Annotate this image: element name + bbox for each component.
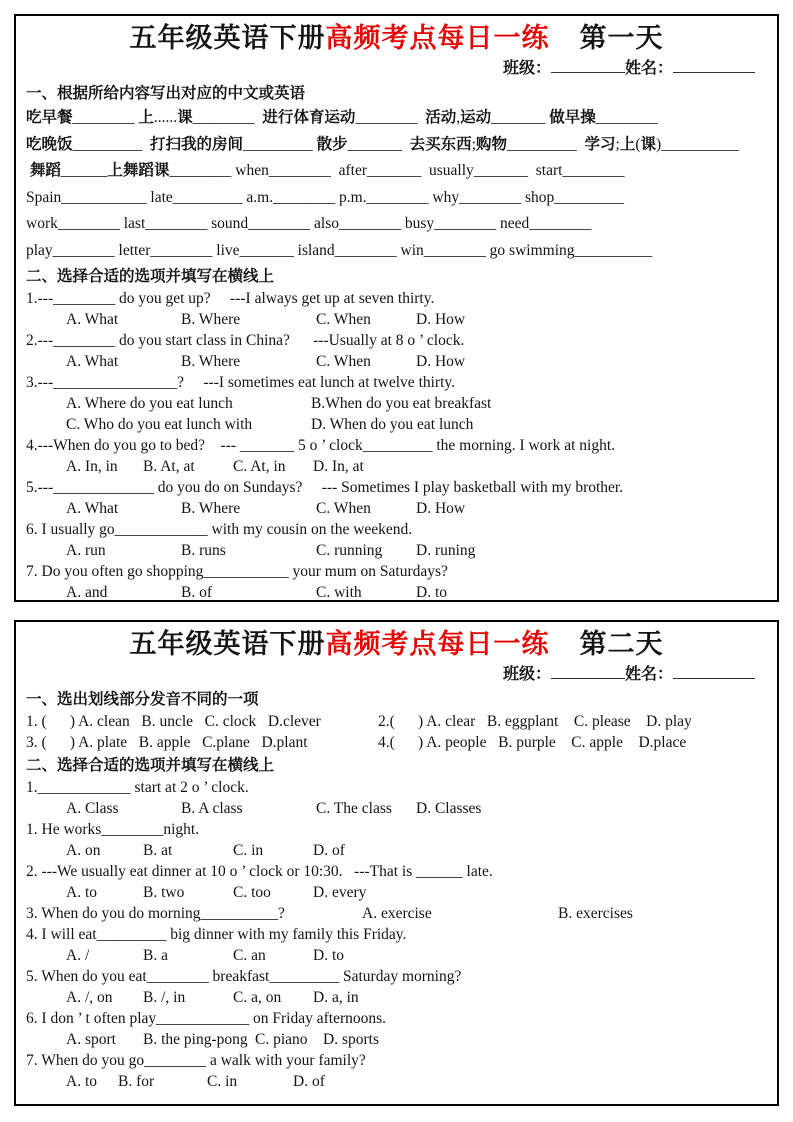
options-row: [26, 414, 767, 435]
options-row: [26, 309, 767, 330]
cjk-text: 舞蹈: [29, 162, 61, 179]
option-cell: D. of: [293, 1073, 325, 1090]
cjk-text: 一、选出划线部分发音不同的一项: [26, 691, 259, 708]
option-cell: A. run: [66, 542, 106, 559]
question-stem: 4.---When do you go to bed? --- _______ 5 o ’ clock_________ the morning. I work at night.: [26, 437, 616, 454]
option-cell: C. The class: [316, 800, 392, 817]
option-cell: A. Class: [66, 800, 119, 817]
option-cell: B. /, in: [143, 989, 186, 1006]
section-heading: [26, 754, 767, 777]
option-cell: A. to: [66, 884, 97, 901]
title-day: 第一天: [579, 23, 664, 53]
option-cell: 3. ( ) A. plate B. apple C.plane D.plant: [26, 734, 308, 751]
class-label: 班级：: [502, 60, 551, 77]
option-cell: 2.( ) A. clear B. eggplant C. please D. play: [378, 713, 692, 730]
option-cell: C. When: [316, 311, 371, 328]
option-cell: C. When: [316, 500, 371, 517]
question-stem: 6. I don ’ t often play____________ on Friday afternoons.: [26, 1010, 387, 1027]
option-cell: D. In, at: [313, 458, 364, 475]
vocab-line: play________ letter________ live_______ island________ win________ go swimming__________: [26, 241, 652, 259]
option-cell: D. When do you eat lunch: [311, 416, 474, 433]
option-cell: A. What: [66, 353, 119, 370]
option-cell: D. How: [416, 311, 466, 328]
option-cell: B. Where: [181, 353, 241, 370]
option-cell: B. of: [181, 584, 212, 601]
option-cell: 1. ( ) A. clean B. uncle C. clock D.clever: [26, 713, 321, 730]
vocab-line: work________ last________ sound________ also________ busy________ need________: [26, 215, 592, 232]
question-stem: 2. ---We usually eat dinner at 10 o ’ clock or 10:30. ---That is ______ late.: [26, 863, 493, 880]
option-cell: D. every: [313, 884, 367, 901]
option-cell: 4.( ) A. people B. purple C. apple D.place: [378, 734, 687, 751]
options-row: [26, 711, 767, 732]
options-row: [26, 840, 767, 861]
options-row: [26, 456, 767, 477]
option-cell: B. exercises: [558, 905, 633, 922]
question-stem: 5. When do you eat________ breakfast_________ Saturday morning?: [26, 968, 462, 985]
question-stem: 7. Do you often go shopping___________ your mum on Saturdays?: [26, 563, 448, 580]
option-cell: A. What: [66, 311, 119, 328]
option-cell: A. What: [66, 500, 119, 517]
options-row: [26, 351, 767, 372]
option-cell: B. Where: [181, 500, 241, 517]
cjk-text: 去买东西: [409, 135, 472, 153]
title-highlight: 高频考点每日一练: [325, 629, 550, 659]
options-row: [26, 393, 767, 414]
question-stem: 7. When do you go________ a walk with your family?: [26, 1052, 366, 1069]
option-cell: A. /, on: [66, 989, 113, 1006]
name-label: 姓名：: [624, 60, 673, 77]
option-cell: B.When do you eat breakfast: [311, 395, 492, 412]
option-cell: A. to: [66, 1073, 97, 1090]
cjk-text: 上舞蹈课: [107, 162, 170, 179]
class-blank-line: [551, 58, 625, 73]
options-row: [26, 732, 767, 753]
day1-title: [26, 20, 767, 56]
title-course: 五年级英语下册: [129, 629, 326, 659]
option-cell: C. Who do you eat lunch with: [66, 416, 253, 433]
day2-title: [26, 626, 767, 662]
option-cell: A. and: [66, 584, 108, 601]
option-cell: C. an: [233, 947, 266, 964]
title-day: 第二天: [579, 629, 664, 659]
class-blank-line: [551, 664, 625, 679]
option-cell: B. two: [143, 884, 185, 901]
option-cell: B. runs: [181, 542, 226, 559]
cjk-text: 做早操: [549, 109, 596, 126]
options-row: [26, 498, 767, 519]
options-row: [26, 582, 767, 602]
day2-class-name-row: [26, 663, 767, 687]
option-cell: C. When: [316, 353, 371, 370]
options-row: [26, 798, 767, 819]
option-cell: B. At, at: [143, 458, 195, 475]
name-label: 姓名：: [624, 666, 673, 683]
cjk-text: 运动: [460, 109, 492, 126]
question-stem: 5.---_____________ do you do on Sundays? --- Sometimes I play basketball with my brother.: [26, 479, 624, 496]
day2-body: [26, 688, 767, 1092]
option-cell: D. a, in: [313, 989, 359, 1006]
cjk-text: 课: [177, 109, 193, 126]
cjk-text: 散步: [316, 135, 348, 153]
day2-worksheet-box: [14, 620, 779, 1106]
cjk-text: 进行体育运动: [262, 109, 356, 126]
name-blank-line: [673, 664, 755, 679]
cjk-text: 打扫我的房间: [150, 135, 244, 153]
question-stem: 6. I usually go____________ with my cousin on the weekend.: [26, 521, 413, 538]
title-highlight: 高频考点每日一练: [325, 23, 550, 53]
cjk-text: 活动: [425, 109, 457, 126]
option-cell: D. to: [313, 947, 344, 964]
options-row: [26, 945, 767, 966]
cjk-text: 二、选择合适的选项并填写在横线上: [26, 757, 275, 774]
option-cell: D. sports: [323, 1031, 379, 1048]
option-cell: C. a, on: [233, 989, 282, 1006]
question-stem: 4. I will eat_________ big dinner with my family this Friday.: [26, 926, 407, 943]
option-cell: C. piano: [255, 1031, 308, 1048]
class-label: 班级：: [502, 666, 551, 683]
options-row: [26, 540, 767, 561]
option-cell: D. How: [416, 353, 466, 370]
option-cell: C. in: [233, 842, 264, 859]
cjk-text: 购物: [476, 135, 508, 153]
option-cell: B. for: [118, 1073, 155, 1090]
cjk-text: 吃早餐: [26, 109, 73, 126]
options-row: [26, 903, 767, 924]
cjk-text: 一、根据所给内容写出对应的中文或英语: [26, 85, 306, 102]
vocab-line: 吃早餐________ 上......课________ 进行体育运动________ 活动,运动_______ 做早操________: [26, 109, 658, 126]
vocab-line: 吃晚饭_________ 打扫我的房间_________ 散步_______ 去买东西;购物_________ 学习;上(课)__________: [26, 135, 739, 153]
option-cell: C. with: [316, 584, 362, 601]
cjk-text: 二、选择合适的选项并填写在横线上: [26, 268, 275, 285]
section-heading: [26, 688, 767, 711]
options-row: [26, 1071, 767, 1092]
name-blank-line: [673, 58, 755, 73]
option-cell: D. Classes: [416, 800, 482, 817]
option-cell: A. /: [66, 947, 90, 964]
option-cell: C. running: [316, 542, 383, 559]
vocab-line: 舞蹈______上舞蹈课________ when________ after_______ usually_______ start________: [29, 162, 625, 179]
option-cell: B. the ping-pong: [143, 1031, 248, 1048]
day1-worksheet-box: [14, 14, 779, 602]
cjk-text: 课: [640, 135, 657, 153]
option-cell: C. At, in: [233, 458, 286, 475]
section-heading: [26, 265, 767, 288]
option-cell: D. to: [416, 584, 447, 601]
day1-body: [26, 82, 767, 602]
option-cell: D. of: [313, 842, 345, 859]
question-stem: 1.____________ start at 2 o ’ clock.: [26, 779, 249, 796]
cjk-text: 上: [619, 135, 636, 153]
cjk-text: 学习: [584, 135, 616, 153]
vocab-line: Spain___________ late_________ a.m.________ p.m.________ why________ shop_________: [26, 188, 625, 206]
option-cell: C. too: [233, 884, 271, 901]
option-cell: B. a: [143, 947, 168, 964]
option-cell: B. Where: [181, 311, 241, 328]
option-cell: 3. When do you do morning__________?: [26, 905, 285, 922]
option-cell: A. on: [66, 842, 101, 859]
title-course: 五年级英语下册: [129, 23, 326, 53]
options-row: [26, 882, 767, 903]
day1-class-name-row: [26, 57, 767, 81]
question-stem: 3.---________________? ---I sometimes eat lunch at twelve thirty.: [26, 374, 456, 391]
option-cell: A. sport: [66, 1031, 116, 1048]
option-cell: B. at: [143, 842, 173, 859]
question-stem: 2.---________ do you start class in China? ---Usually at 8 o ’ clock.: [26, 332, 465, 349]
option-cell: C. in: [207, 1073, 238, 1090]
section-heading: [26, 82, 767, 105]
option-cell: D. runing: [416, 542, 476, 559]
option-cell: A. In, in: [66, 458, 118, 475]
option-cell: B. A class: [181, 800, 243, 817]
options-row: [26, 1029, 767, 1050]
options-row: [26, 987, 767, 1008]
option-cell: A. Where do you eat lunch: [66, 395, 233, 412]
cjk-text: 吃晚饭: [26, 135, 73, 153]
question-stem: 1.---________ do you get up? ---I always get up at seven thirty.: [26, 290, 435, 307]
option-cell: D. How: [416, 500, 466, 517]
cjk-text: 上: [138, 109, 154, 126]
question-stem: 1. He works________night.: [26, 821, 200, 838]
option-cell: A. exercise: [362, 905, 432, 922]
